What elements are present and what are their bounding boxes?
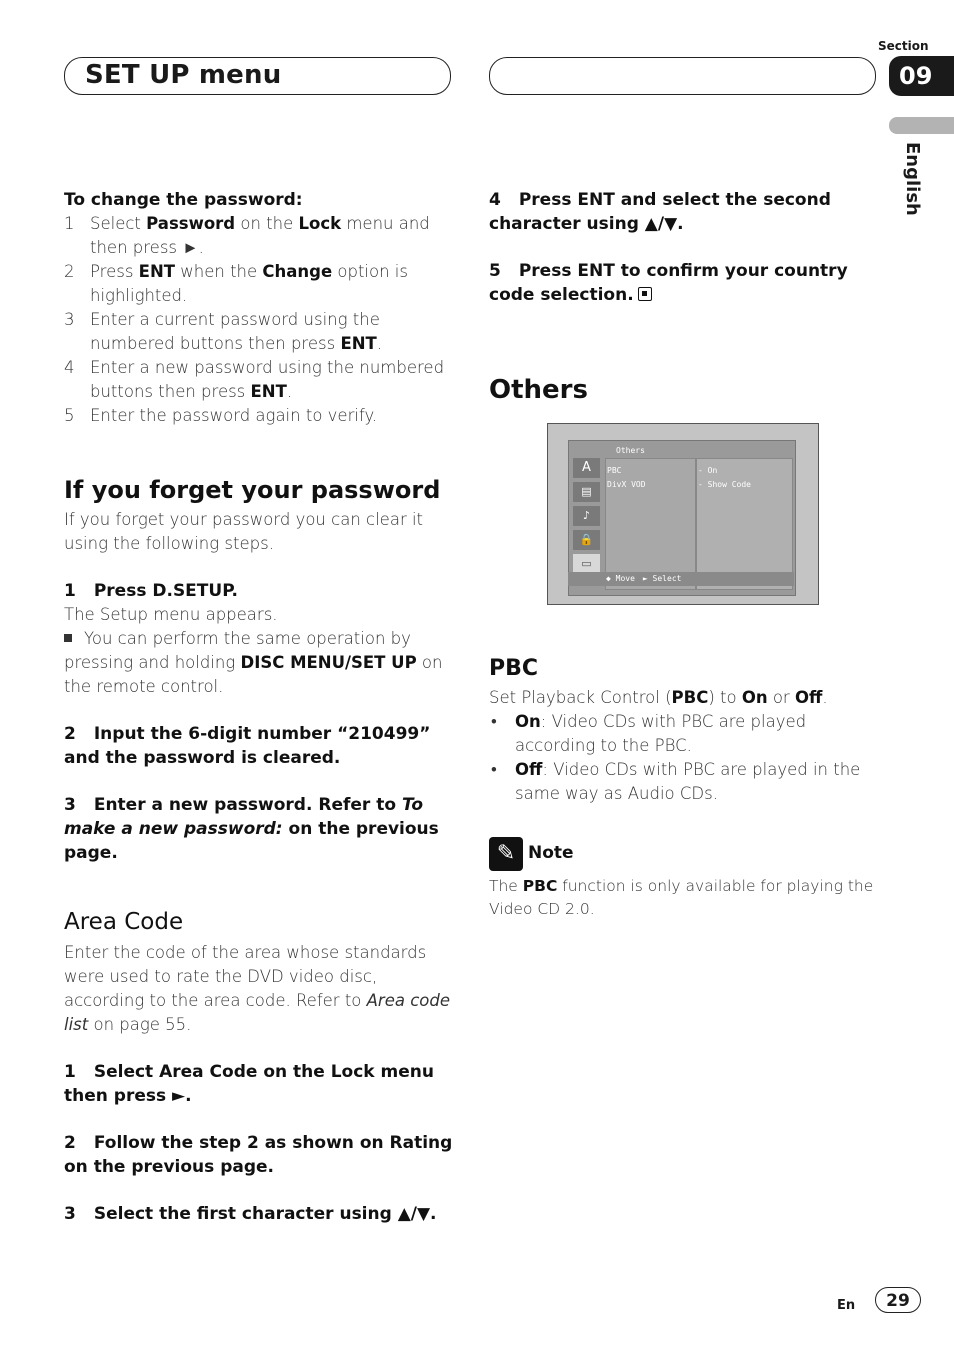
area-step-2: 2 Follow the step 2 as shown on Rating on the previous page.: [64, 1133, 453, 1177]
forget-step-1-result: The Setup menu appears.: [64, 605, 278, 624]
change-password-step: 5 Enter the password again to verify.: [64, 406, 378, 425]
osd-lock-icon: 🔒: [573, 530, 600, 550]
end-mark-icon: [638, 287, 652, 301]
osd-others-icon: ▭: [573, 554, 600, 574]
osd-footer: ◆ Move ► Select: [568, 572, 794, 586]
page-number: 29: [875, 1287, 921, 1313]
area-step-1: 1 Select Area Code on the Lock menu then press ►.: [64, 1062, 434, 1106]
note-text: The PBC function is only available for playing the Video CD 2.0.: [489, 877, 874, 918]
osd-language-icon: A: [573, 458, 600, 478]
forget-step-1-note: You can perform the same operation by pressing and holding DISC MENU/SET UP on the remote control.: [64, 629, 443, 696]
page-title: SET UP menu: [85, 60, 282, 90]
area-code-heading: Area Code: [64, 909, 184, 935]
forget-intro: If you forget your password you can clear it using the following steps.: [64, 510, 424, 553]
area-step-5: 5 Press ENT to confirm your country code selection.: [489, 261, 848, 305]
pbc-intro: Set Playback Control (PBC) to On or Off.: [489, 688, 828, 707]
pbc-bullet-on: • On: Video CDs with PBC are played according to the PBC.: [491, 712, 807, 755]
change-password-step: 2 Press ENT when the Change option is highlighted.: [64, 262, 408, 305]
left-column: [64, 188, 454, 1226]
osd-audio-icon: ♪: [573, 506, 600, 526]
pbc-bullet-off: • Off: Video CDs with PBC are played in the same way as Audio CDs.: [491, 760, 861, 803]
area-step-4: 4 Press ENT and select the second character using ▲/▼.: [489, 190, 831, 234]
note-label: Note: [528, 843, 574, 863]
change-password-step: 4 Enter a new password using the numbered buttons then press ENT.: [64, 358, 445, 401]
forget-step-3: 3 Enter a new password. Refer to To make a new password: on the previous page.: [64, 795, 439, 863]
osd-items: PBC DivX VOD: [607, 466, 646, 489]
area-step-3: 3 Select the first character using ▲/▼.: [64, 1204, 437, 1224]
pbc-heading: PBC: [489, 656, 539, 681]
osd-values: - On - Show Code: [698, 466, 751, 489]
osd-title: Others: [616, 446, 645, 455]
others-heading: Others: [489, 375, 588, 405]
footer-lang-code: En: [837, 1298, 856, 1313]
header-blank-frame: [489, 57, 876, 95]
others-menu-screenshot: [547, 423, 819, 605]
change-password-steps: [64, 212, 454, 428]
osd-icon-strip: [570, 458, 603, 588]
forget-password-heading: If you forget your password: [64, 476, 441, 504]
header-title-frame: [64, 57, 451, 95]
section-label: Section: [878, 39, 929, 53]
forget-step-2: 2 Input the 6-digit number “210499” and the password is cleared.: [64, 724, 431, 768]
right-column: [489, 188, 879, 405]
change-password-heading: To change the password:: [64, 190, 303, 210]
change-password-step: 1 Select Password on the Lock menu and then press ►.: [64, 214, 430, 257]
osd-display-icon: ▤: [573, 482, 600, 502]
square-bullet-icon: [64, 634, 72, 642]
note-pencil-icon: ✎: [489, 837, 523, 871]
area-code-intro: Enter the code of the area whose standards were used to rate the DVD video disc, according to the area code. Refer to Area code list on page 55.: [64, 943, 451, 1034]
forget-step-1: 1 Press D.SETUP.: [64, 581, 238, 601]
language-tab: [889, 117, 954, 134]
change-password-step: 3 Enter a current password using the numbered buttons then press ENT.: [64, 310, 383, 353]
section-number-badge: 09: [889, 56, 954, 96]
pbc-section: [489, 656, 879, 806]
language-label: English: [902, 142, 923, 216]
